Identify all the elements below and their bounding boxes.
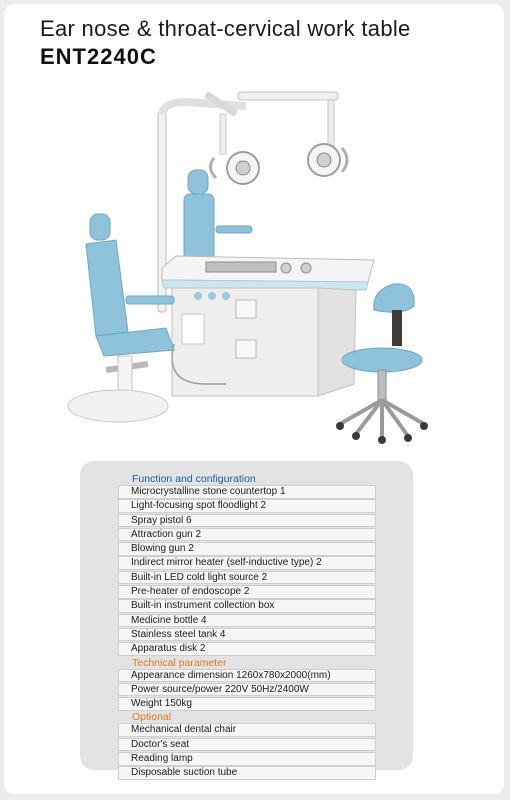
spec-panel (80, 461, 413, 779)
product-title: Ear nose & throat-cervical work table (40, 16, 411, 41)
work-table (162, 256, 374, 396)
product-illustration (56, 84, 446, 454)
spec-row: Blowing gun 2 (118, 542, 376, 556)
spec-row: Appearance dimension 1260x780x2000(mm) (118, 669, 376, 683)
spot-lamp-icon (308, 144, 347, 176)
spec-table (118, 473, 376, 781)
spec-row: Spray pistol 6 (118, 514, 376, 528)
spec-row: Doctor's seat (118, 738, 376, 752)
spec-row: Microcrystalline stone countertop 1 (118, 485, 376, 499)
spec-row: Attraction gun 2 (118, 528, 376, 542)
spec-row: Indirect mirror heater (self-inductive type) 2 (118, 556, 376, 570)
product-model: ENT2240C (40, 44, 157, 69)
spec-row: Reading lamp (118, 752, 376, 766)
spec-row: Power source/power 220V 50Hz/2400W (118, 683, 376, 697)
optional-heading: Optional (132, 711, 172, 724)
function-heading: Function and configuration (132, 473, 256, 485)
spec-row: Light-focusing spot floodlight 2 (118, 499, 376, 513)
spec-row: Stainless steel tank 4 (118, 628, 376, 642)
spec-row: Apparatus disk 2 (118, 642, 376, 656)
spec-row: Medicine bottle 4 (118, 614, 376, 628)
spec-row: Disposable suction tube (118, 766, 376, 780)
spot-lamp-icon (210, 152, 259, 184)
spec-row: Built-in instrument collection box (118, 599, 376, 613)
spec-row: Mechanical dental chair (118, 723, 376, 737)
spec-row: Pre-heater of endoscope 2 (118, 585, 376, 599)
spec-row: Built-in LED cold light source 2 (118, 571, 376, 585)
spec-row: Weight 150kg (118, 697, 376, 711)
technical-heading: Technical parameter (132, 656, 227, 669)
